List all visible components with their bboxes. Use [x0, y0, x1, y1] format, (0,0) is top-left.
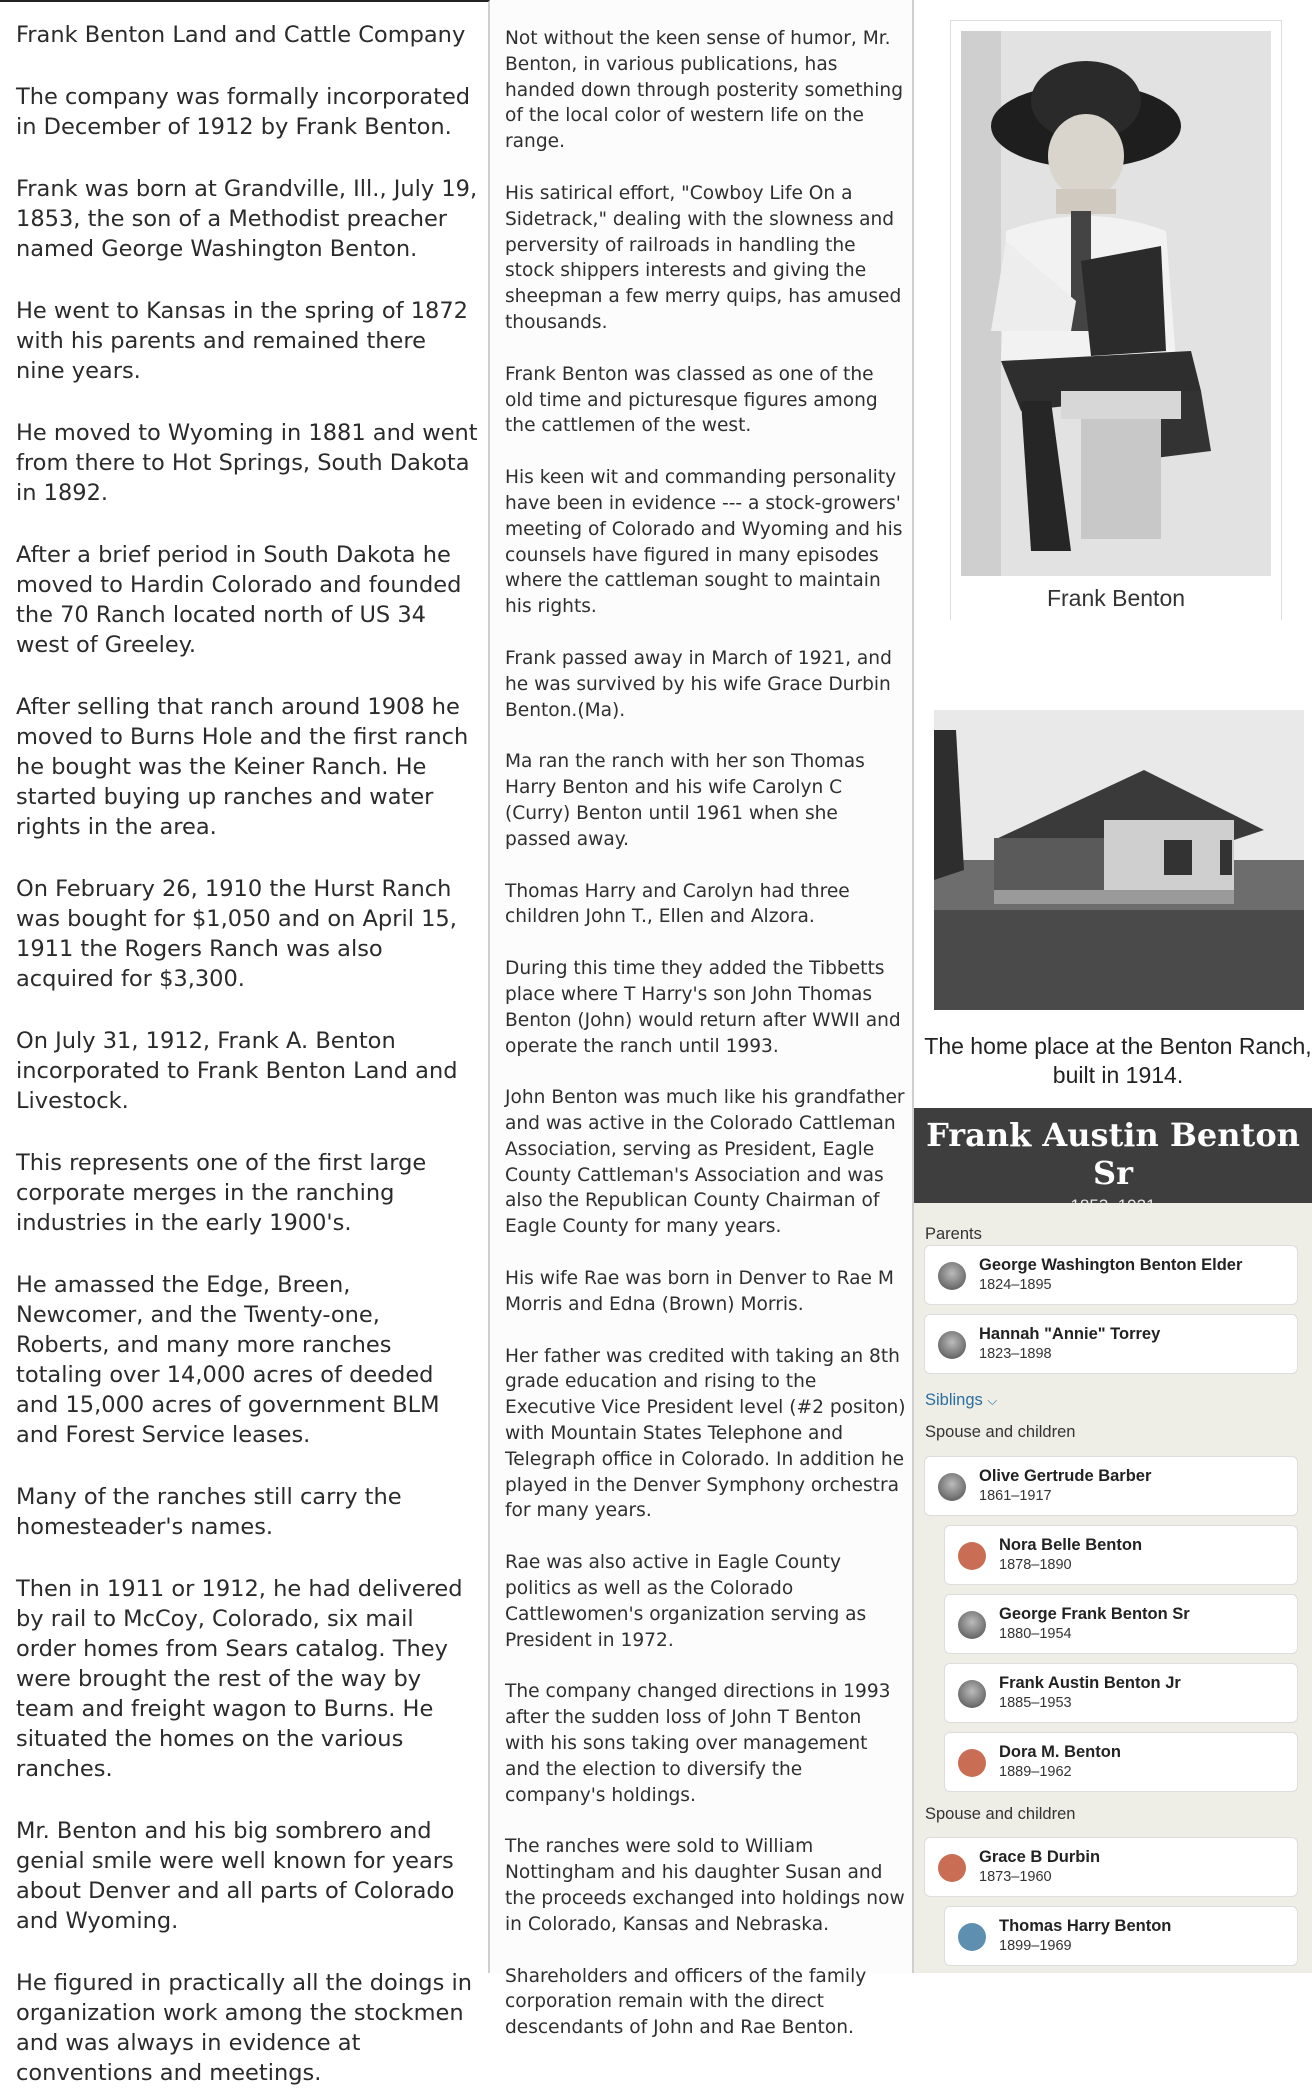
parents-heading: Parents — [925, 1225, 982, 1243]
portrait-illustration — [961, 31, 1271, 576]
spouse-card[interactable] — [924, 1456, 1298, 1516]
person-card-years: 1899–1969 — [999, 1938, 1072, 1954]
article-paragraph: Many of the ranches still carry the homesteader's names. — [16, 1484, 402, 1540]
parent-card[interactable] — [924, 1245, 1298, 1305]
article-paragraph: Frank was born at Grandville, Ill., July 19, 1853, the son of a Methodist preacher named George Washington Benton. — [16, 176, 478, 262]
person-card-name: Nora Belle Benton — [999, 1536, 1143, 1554]
article-title: Frank Benton Land and Cattle Company — [16, 22, 466, 48]
child-card[interactable] — [944, 1594, 1298, 1654]
article-paragraph: This represents one of the first large corporate merges in the ranching industries in the early 1900's. — [16, 1150, 427, 1236]
avatar — [958, 1680, 986, 1708]
female-avatar-icon — [958, 1749, 986, 1777]
portrait-caption: Frank Benton — [1046, 585, 1186, 611]
spouse-heading: Spouse and children — [925, 1423, 1076, 1441]
person-card-years: 1861–1917 — [979, 1488, 1052, 1504]
person-card-name: Frank Austin Benton Jr — [999, 1674, 1181, 1692]
child-card[interactable] — [944, 1663, 1298, 1723]
chevron-down-icon: ⌵ — [987, 1393, 998, 1408]
article-paragraph: John Benton was much like his grandfather and was active in the Colorado Cattleman Association, serving as President, Eagle County Cattleman's Association and was also the Republican County Chairman of Eagle County for many years. — [505, 1087, 905, 1238]
ranch-house-illustration — [934, 710, 1304, 1010]
article-paragraph: He amassed the Edge, Breen, Newcomer, and the Twenty-one, Roberts, and many more ranches totaling over 14,000 acres of deeded and 15,000 acres of government BLM and Forest Service leases. — [16, 1272, 440, 1448]
person-card-years: 1880–1954 — [999, 1626, 1072, 1642]
person-card-name: Thomas Harry Benton — [999, 1917, 1172, 1935]
person-card-name: George Washington Benton Elder — [979, 1256, 1243, 1274]
ranch-photo-caption: The home place at the Benton Ranch, built in 1914. — [924, 1033, 1312, 1088]
spouse-card[interactable] — [924, 1837, 1298, 1897]
article-paragraph: Rae was also active in Eagle County politics as well as the Colorado Cattlewomen's organization serving as President in 1972. — [505, 1552, 867, 1651]
article-paragraph: Frank Benton was classed as one of the old time and picturesque figures among the cattlemen of the west. — [505, 363, 878, 437]
person-header — [914, 1108, 1312, 1203]
family-panel — [914, 1203, 1312, 1973]
person-card-name: Dora M. Benton — [999, 1743, 1121, 1761]
article-paragraph: He went to Kansas in the spring of 1872 with his parents and remained there nine years. — [16, 298, 468, 384]
article-paragraph: His wife Rae was born in Denver to Rae M Morris and Edna (Brown) Morris. — [505, 1268, 894, 1315]
avatar — [938, 1331, 966, 1359]
avatar — [938, 1262, 966, 1290]
history-column-middle — [490, 0, 914, 2039]
portrait-photo — [961, 31, 1271, 576]
article-paragraph: Ma ran the ranch with her son Thomas Harry Benton and his wife Carolyn C (Curry) Benton until 1961 when she passed away. — [505, 751, 865, 850]
person-card-years: 1873–1960 — [979, 1869, 1052, 1885]
avatar — [958, 1611, 986, 1639]
person-card-years: 1824–1895 — [979, 1277, 1052, 1293]
ranch-photo — [934, 710, 1304, 1010]
female-avatar-icon — [938, 1854, 966, 1882]
profile-column — [914, 0, 1312, 1973]
person-card-years: 1823–1898 — [979, 1346, 1052, 1362]
article-paragraph: The company was formally incorporated in December of 1912 by Frank Benton. — [16, 84, 471, 140]
article-paragraph: After selling that ranch around 1908 he moved to Burns Hole and the first ranch he bought was the Keiner Ranch. He started buying up ranches and water rights in the area. — [16, 694, 469, 840]
person-card-name: Grace B Durbin — [979, 1848, 1101, 1866]
person-card-name: Hannah "Annie" Torrey — [979, 1325, 1161, 1343]
article-paragraph: Not without the keen sense of humor, Mr. Benton, in various publications, has handed down through posterity something of the local color of western life on the range. — [505, 28, 904, 153]
person-card-years: 1878–1890 — [999, 1557, 1072, 1573]
article-paragraph: On July 31, 1912, Frank A. Benton incorporated to Frank Benton Land and Livestock. — [16, 1028, 458, 1114]
article-paragraph: He moved to Wyoming in 1881 and went from there to Hot Springs, South Dakota in 1892. — [16, 420, 478, 506]
person-name: Frank Austin Benton Sr — [926, 1116, 1300, 1192]
article-paragraph: After a brief period in South Dakota he moved to Hardin Colorado and founded the 70 Ranch located north of US 34 west of Greeley. — [16, 542, 462, 658]
article-paragraph: The ranches were sold to William Nottingham and his daughter Susan and the proceeds exchanged into holdings now in Colorado, Kansas and Nebraska. — [505, 1836, 905, 1935]
article-paragraph: Frank passed away in March of 1921, and he was survived by his wife Grace Durbin Benton.(Ma). — [505, 647, 892, 721]
person-card-years: 1889–1962 — [999, 1764, 1072, 1780]
spouse-heading: Spouse and children — [925, 1805, 1076, 1823]
avatar — [938, 1473, 966, 1501]
history-column-left — [0, 0, 490, 2086]
article-paragraph: He figured in practically all the doings in organization work among the stockmen and was always in evidence at conventions and meetings. — [16, 1970, 472, 2086]
siblings-label: Siblings — [925, 1391, 983, 1409]
article-paragraph: Shareholders and officers of the family corporation remain with the direct descendants of John and Rae Benton. — [505, 1965, 867, 2039]
person-card-name: George Frank Benton Sr — [999, 1605, 1190, 1623]
article-paragraph: Mr. Benton and his big sombrero and genial smile were well known for years about Denver and all parts of Colorado and Wyoming. — [16, 1818, 455, 1934]
article-paragraph: The company changed directions in 1993 after the sudden loss of John T Benton with his sons taking over management and the election to diversify the company's holdings. — [505, 1681, 891, 1806]
person-card-name: Olive Gertrude Barber — [979, 1467, 1152, 1485]
person-card-years: 1885–1953 — [999, 1695, 1072, 1711]
article-paragraph: On February 26, 1910 the Hurst Ranch was bought for $1,050 and on April 15, 1911 the Rogers Ranch was also acquired for $3,300. — [16, 876, 457, 992]
child-card[interactable] — [944, 1525, 1298, 1585]
portrait-card — [950, 20, 1282, 622]
article-paragraph: His satirical effort, "Cowboy Life On a Sidetrack," dealing with the slowness and perversity of railroads in handling the stock shippers interests and giving the sheepman a few merry quips, has amused thousands. — [505, 182, 902, 333]
article-paragraph: Her father was credited with taking an 8th grade education and rising to the Executive Vice President level (#2 positon) with Mountain States Telephone and Telegraph office in Colorado. In addition he played in the Denver Symphony orchestra for many years. — [505, 1345, 906, 1522]
article-paragraph: During this time they added the Tibbetts place where T Harry's son John Thomas Benton (John) would return after WWII and operate the ranch until 1993. — [505, 958, 901, 1057]
ranch-photo-card — [924, 620, 1312, 1100]
child-card[interactable] — [944, 1732, 1298, 1792]
female-avatar-icon — [958, 1542, 986, 1570]
article-paragraph: Thomas Harry and Carolyn had three children John T., Ellen and Alzora. — [505, 880, 850, 928]
article-paragraph: His keen wit and commanding personality have been in evidence --- a stock-growers' meeting of Colorado and Wyoming and his counsels have figured in many episodes where the cattleman sought to maintain his rights. — [505, 467, 903, 618]
article-paragraph: Then in 1911 or 1912, he had delivered by rail to McCoy, Colorado, six mail order homes from Sears catalog. They were brought the rest of the way by team and freight wagon to Burns. He situated the homes on the various ranches. — [16, 1576, 463, 1782]
child-card[interactable] — [944, 1906, 1298, 1966]
siblings-toggle[interactable] — [925, 1391, 997, 1410]
male-avatar-icon — [958, 1923, 986, 1951]
parent-card[interactable] — [924, 1314, 1298, 1374]
